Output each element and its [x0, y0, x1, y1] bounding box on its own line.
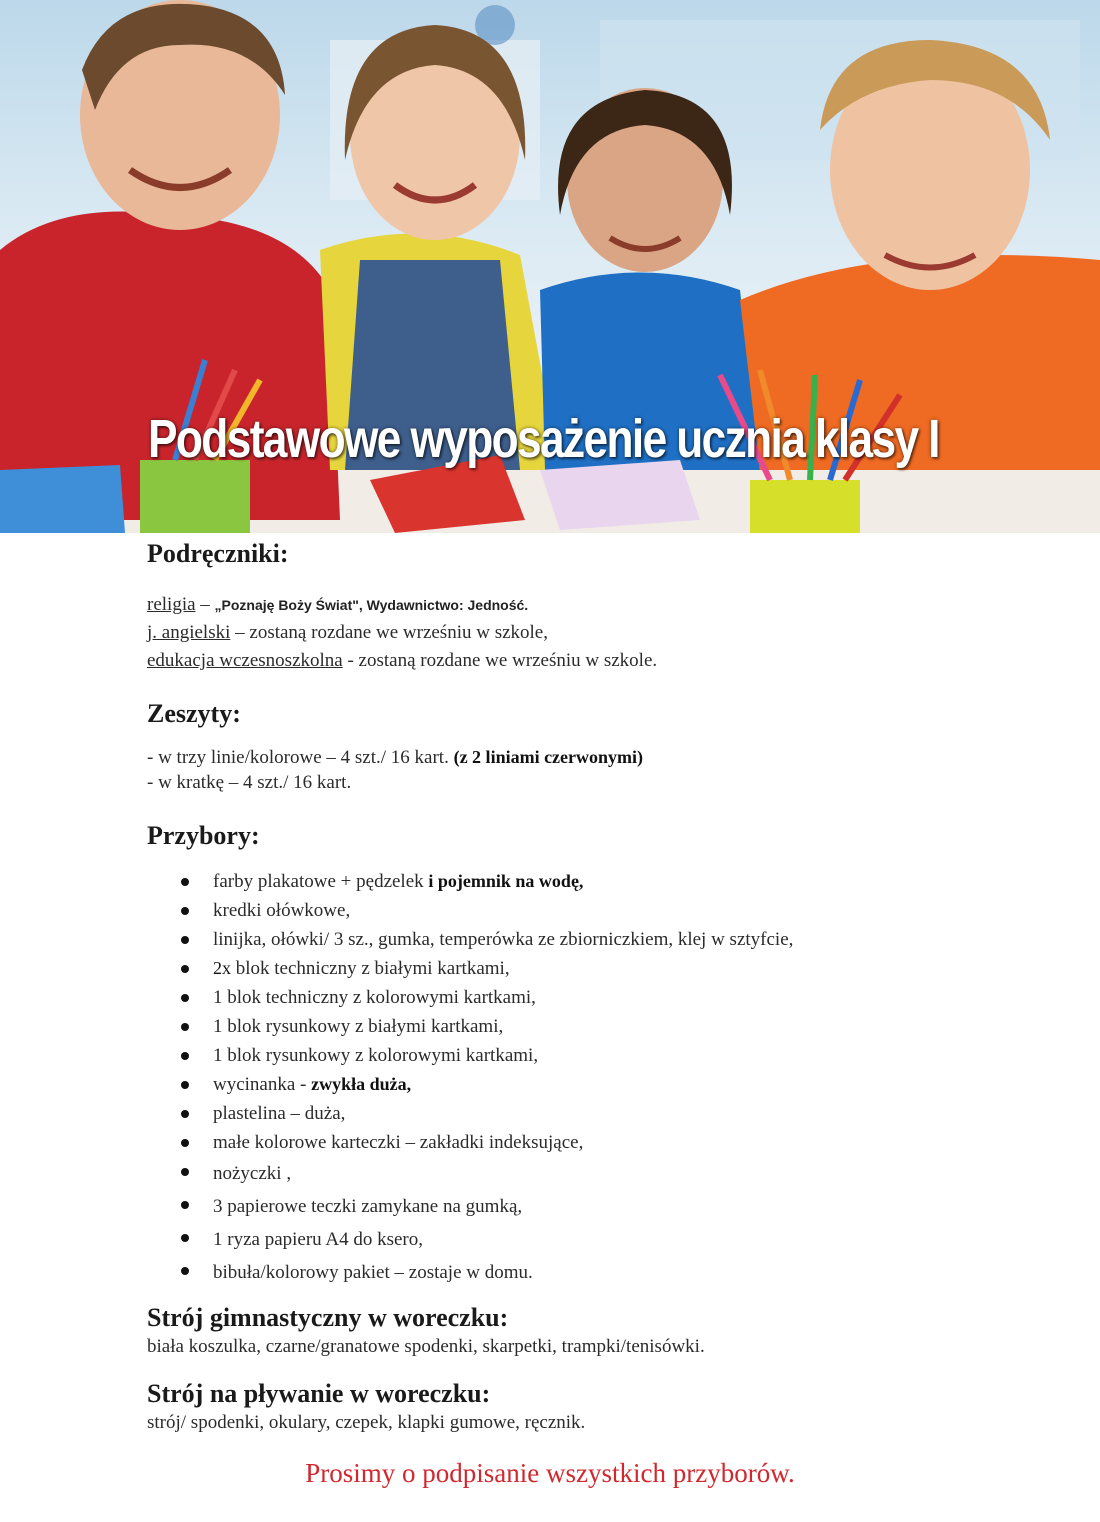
notebook-text: - w trzy linie/kolorowe – 4 szt./ 16 kart. [147, 747, 449, 768]
supply-item [147, 983, 1047, 1012]
supply-text: 1 blok techniczny z kolorowymi kartkami, [213, 987, 536, 1008]
supply-item [147, 1190, 1047, 1223]
swim-heading: Strój na pływanie w woreczku: [147, 1379, 491, 1408]
textbook-separator: – [195, 594, 215, 615]
supply-item [147, 896, 1047, 925]
supply-text: 1 blok rysunkowy z białymi kartkami, [213, 1016, 504, 1037]
supply-item [147, 1012, 1047, 1041]
supply-text: nożyczki , [213, 1163, 292, 1184]
notebook-text: - w kratkę – 4 szt./ 16 kart. [147, 772, 352, 793]
supply-text: kredki ołówkowe, [213, 900, 351, 921]
textbook-separator: – [230, 622, 250, 643]
supply-item [147, 1256, 1047, 1289]
textbooks-list [147, 591, 1047, 675]
notebook-item [147, 745, 1047, 770]
notebooks-list [147, 745, 1047, 795]
textbook-item [147, 647, 1047, 675]
supplies-list [147, 867, 1047, 1289]
textbook-item [147, 619, 1047, 647]
textbook-note: zostaną rozdane we wrześniu w szkole. [358, 650, 658, 671]
gym-text: biała koszulka, czarne/granatowe spodenki, skarpetki, trampki/tenisówki. [147, 1336, 705, 1357]
gym-heading: Strój gimnastyczny w woreczku: [147, 1303, 509, 1332]
supply-item [147, 1157, 1047, 1190]
swim-text: strój/ spodenki, okulary, czepek, klapki gumowe, ręcznik. [147, 1412, 586, 1433]
textbook-note: zostaną rozdane we wrześniu w szkole, [249, 622, 548, 643]
supply-emphasis: zwykła duża, [311, 1074, 412, 1094]
notebook-note: (z 2 liniami czerwonymi) [453, 747, 644, 767]
document-body [147, 533, 1047, 1437]
supply-item [147, 867, 1047, 896]
supply-item [147, 1128, 1047, 1157]
supply-item [147, 1223, 1047, 1256]
supply-text: bibuła/kolorowy pakiet – zostaje w domu. [213, 1262, 533, 1283]
supply-text: małe kolorowe karteczki – zakładki indeksujące, [213, 1132, 584, 1153]
textbooks-heading: Podręczniki: [147, 539, 289, 568]
supply-text: linijka, ołówki/ 3 sz., gumka, temperówka ze zbiorniczkiem, klej w sztyfcie, [213, 929, 794, 950]
supply-text: blok techniczny z białymi kartkami, [235, 958, 510, 979]
supply-item [147, 925, 1047, 954]
textbook-separator: - [342, 650, 359, 671]
supply-text: farby plakatowe + pędzelek [213, 871, 424, 892]
hero-banner [0, 0, 1100, 533]
supply-text: plastelina – duża, [213, 1103, 346, 1124]
textbook-subject: edukacja wczesnoszkolna [147, 650, 343, 671]
notebook-item [147, 770, 1047, 795]
supply-item [147, 1099, 1047, 1128]
supply-item [147, 1041, 1047, 1070]
supply-text: wycinanka - [213, 1074, 307, 1095]
notebooks-heading: Zeszyty: [147, 699, 241, 728]
supply-text: 3 papierowe teczki zamykane na gumką, [213, 1196, 523, 1217]
supply-text: 1 blok rysunkowy z kolorowymi kartkami, [213, 1045, 539, 1066]
textbook-title: „Poznaję Boży Świat", Wydawnictwo: Jedność. [214, 597, 529, 613]
supply-item [147, 954, 1047, 983]
textbook-item [147, 591, 1047, 619]
supply-text: 1 ryza papieru A4 do ksero, [213, 1229, 423, 1250]
supply-item [147, 1070, 1047, 1099]
supplies-heading: Przybory: [147, 821, 260, 850]
textbook-subject: j. angielski [147, 622, 231, 643]
textbook-subject: religia [147, 594, 196, 615]
hero-title: Podstawowe wyposażenie ucznia klasy I [148, 409, 939, 469]
closing-note: Prosimy o podpisanie wszystkich przyborów. [305, 1458, 795, 1488]
supply-emphasis: i pojemnik na wodę, [428, 871, 584, 891]
supply-quantity: 2x [213, 958, 231, 978]
